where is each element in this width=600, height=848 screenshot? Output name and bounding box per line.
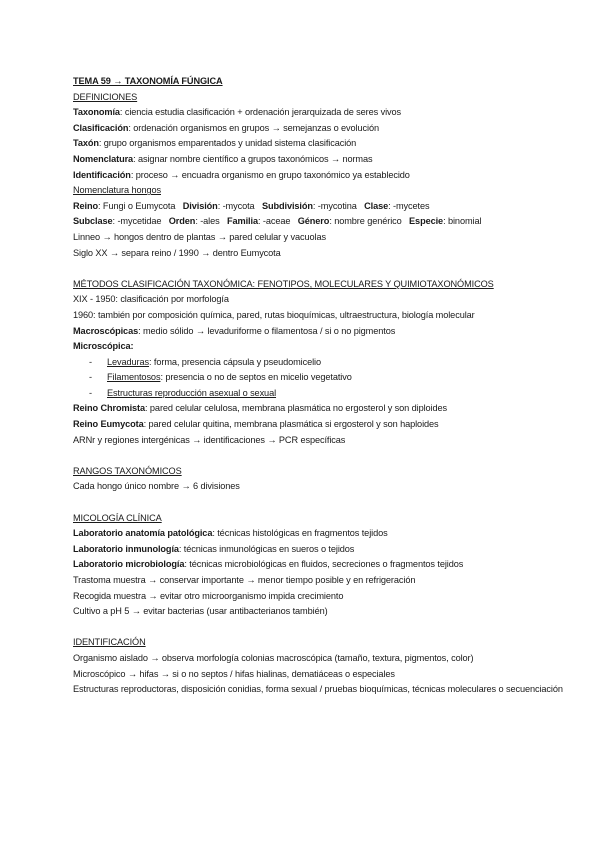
text-line: Estructuras reproductoras, disposición conidias, forma sexual / pruebas bioquímicas, técnicas moleculares o secuenciación	[73, 684, 563, 695]
definition-line	[73, 105, 573, 121]
text-line: ARNr y regiones intergénicas → identificaciones → PCR específicas	[73, 434, 346, 445]
rank-text: : Fungi o Eumycota	[98, 200, 176, 211]
definition-text: : ordenación organismos en grupos → semejanzas o evolución	[128, 122, 379, 133]
macro-line	[73, 324, 573, 340]
text-line: 1960: también por composición química, pared, rutas bioquímicas, ultraestructura, biología molecular	[73, 309, 475, 320]
definition-line	[73, 121, 573, 137]
rank-text: : -mycetidae	[112, 216, 162, 227]
rank-term: Orden	[168, 216, 196, 227]
lab-term: Laboratorio anatomía patológica	[73, 528, 213, 539]
rank-term: Subdivisión	[261, 200, 313, 211]
definition-term: Clasificación	[73, 122, 129, 133]
bullet-item	[73, 386, 573, 402]
bullet-item	[73, 370, 573, 386]
rank-text: : nombre genérico	[329, 216, 402, 227]
lab-line	[73, 542, 573, 558]
text-line: Recogida muestra → evitar otro microorganismo impida crecimiento	[73, 590, 344, 601]
ranks-line	[73, 199, 573, 215]
rank-text: : binomial	[443, 216, 482, 227]
bullet-text: : presencia o no de septos en micelio vegetativo	[160, 372, 352, 383]
rank-term: División	[182, 200, 218, 211]
macro-term: Macroscópicas	[73, 325, 139, 336]
section-heading-micologia: MICOLOGÍA CLÍNICA	[73, 512, 162, 523]
rank-text: : -mycotina	[312, 200, 357, 211]
rank-term: Género	[297, 216, 330, 227]
rank-term: Familia	[227, 216, 258, 227]
document-content	[73, 74, 573, 698]
macro-text: : medio sólido → levaduriforme o filamentosa / si o no pigmentos	[138, 325, 396, 336]
document-title: TEMA 59 → TAXONOMÍA FÚNGICA	[73, 76, 223, 86]
section-heading-rangos: RANGOS TAXONÓMICOS	[73, 465, 182, 476]
lab-line	[73, 526, 573, 542]
definition-line	[73, 152, 573, 168]
definition-term: Taxonomía	[73, 107, 120, 118]
section-heading-definiciones: DEFINICIONES	[73, 91, 138, 102]
definition-line	[73, 136, 573, 152]
bullet-dash: -	[89, 387, 92, 398]
definition-term: Identificación	[73, 169, 131, 180]
definition-term: Nomenclatura	[73, 153, 134, 164]
subheading-nomenclatura: Nomenclatura hongos	[73, 185, 161, 196]
rank-term: Clase	[364, 200, 389, 211]
bullet-term: Levaduras	[107, 356, 150, 367]
bullet-term: Estructuras reproducción asexual o sexual	[107, 387, 277, 398]
definition-term: Taxón	[73, 138, 99, 149]
bullet-dash: -	[89, 372, 92, 383]
section-heading-identificacion: IDENTIFICACIÓN	[73, 637, 146, 648]
definition-text: : grupo organismos emparentados y unidad sistema clasificación	[98, 138, 357, 149]
reino-text: : pared celular quitina, membrana plasmática si ergosterol y son haploides	[143, 419, 439, 430]
rank-term: Especie	[409, 216, 444, 227]
text-line: XIX - 1950: clasificación por morfología	[73, 294, 229, 305]
bullet-text: : forma, presencia cápsula y pseudomicelio	[149, 356, 321, 367]
ranks-line	[73, 214, 573, 230]
history-line: Linneo → hongos dentro de plantas → pared celular y vacuolas	[73, 231, 326, 242]
reino-text: : pared celular celulosa, membrana plasmática no ergosterol y son diploides	[145, 403, 447, 414]
micro-label: Microscópica:	[73, 341, 134, 352]
lab-line	[73, 557, 573, 573]
lab-term: Laboratorio inmunología	[73, 543, 179, 554]
reino-line	[73, 401, 573, 417]
bullet-term: Filamentosos	[107, 372, 161, 383]
rank-text: : -aceae	[257, 216, 291, 227]
rank-term: Reino	[73, 200, 99, 211]
lab-text: : técnicas microbiológicas en fluidos, secreciones o fragmentos tejidos	[184, 559, 464, 570]
definition-text: : ciencia estudia clasificación + ordenación jerarquizada de seres vivos	[119, 107, 402, 118]
reino-term: Reino Eumycota	[73, 419, 144, 430]
rank-text: : -mycota	[217, 200, 255, 211]
history-line: Siglo XX → separa reino / 1990 → dentro Eumycota	[73, 247, 281, 258]
section-heading-metodos: MÉTODOS CLASIFICACIÓN TAXONÓMICA: FENOTIPOS, MOLECULARES Y QUIMIOTAXONÓMICOS	[73, 278, 494, 289]
rank-text: : -ales	[195, 216, 220, 227]
text-line: Cada hongo único nombre → 6 divisiones	[73, 481, 240, 492]
bullet-item	[73, 355, 573, 371]
text-line: Trastoma muestra → conservar importante → menor tiempo posible y en refrigeración	[73, 575, 416, 585]
rank-text: : -mycetes	[388, 200, 430, 211]
lab-text: : técnicas inmunológicas en sueros o tejidos	[178, 543, 355, 554]
reino-line	[73, 417, 573, 433]
lab-term: Laboratorio microbiología	[73, 559, 185, 570]
reino-term: Reino Chromista	[73, 403, 146, 414]
rank-term: Subclase	[73, 216, 113, 227]
text-line: Organismo aislado → observa morfología colonias macroscópica (tamaño, textura, pigmentos, color)	[73, 652, 474, 663]
text-line: Microscópico → hifas → si o no septos / hifas hialinas, dematiáceas o especiales	[73, 668, 395, 679]
definition-line	[73, 168, 573, 184]
text-line: Cultivo a pH 5 → evitar bacterias (usar antibacterianos también)	[73, 606, 328, 617]
bullet-dash: -	[89, 356, 92, 367]
definition-text: : proceso → encuadra organismo en grupo taxonómico ya establecido	[130, 169, 410, 180]
lab-text: : técnicas histológicas en fragmentos tejidos	[212, 528, 388, 539]
definition-text: : asignar nombre científico a grupos taxonómicos → normas	[133, 153, 373, 164]
